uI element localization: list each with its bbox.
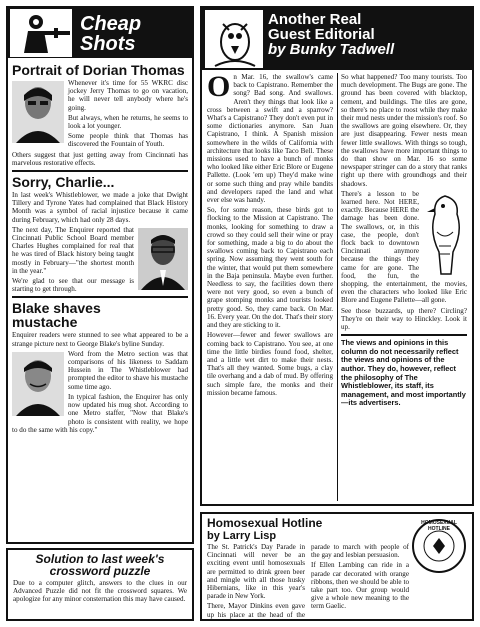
hotline-headline: Homosexual Hotline xyxy=(207,516,323,530)
buzzard-cartoon xyxy=(423,192,467,276)
cheap-shots-banner xyxy=(8,8,192,58)
solution-headline-line1: Solution to last week's xyxy=(35,552,165,566)
solution-body: Due to a computer glitch, answers to the clues in our Advanced Puzzle did not fit the crossword squares. We apologize for any minor consternation this may have caused. xyxy=(13,579,187,604)
charles-hughes-photo xyxy=(138,228,188,290)
blake-p2: Word from the Metro section was that comparisons of his likeness to Saddam Hussein in The Whistleblower had prompted the editor to shave his mustache some time ago. xyxy=(68,349,188,391)
solution-box xyxy=(6,548,194,621)
sorry-p2: The next day, The Enquirer reported that Cincinnati Public School Board member Charles Hughes complained for real that he was tired of Black history being taught mostly in February—"the shortest month in the year." xyxy=(12,225,134,275)
editorial-p3: However—fewer and fewer swallows are coming back to Capistrano. You see, at one time the little birdies found food, shelter, and a little wet dirt to make their nests. That's all they wanted. Some bugs, a clay tile overhang and a dab of mud. By offering such simple fare, the monks and their mission became famous. xyxy=(207,331,333,397)
cheap-shots-title xyxy=(80,14,141,54)
hotline-p2: There, Mayor Dinkins even gave up his place at the head of the parade to march with people of the gay and lesbian persuasion. xyxy=(207,543,409,619)
blake-headline xyxy=(12,301,188,329)
editorial-kicker-line2: Guest Editorial xyxy=(268,26,375,43)
george-blake-photo xyxy=(12,352,64,416)
jerry-thomas-photo xyxy=(12,81,64,143)
sorry-p3: We're glad to see that our message is starting to get through. xyxy=(12,277,134,294)
editorial-p6: See those buzzards, up there? Circling? They're on their way to Hinckley. Look it up. xyxy=(341,306,467,332)
solution-headline xyxy=(13,553,187,577)
editorial-p2: So, for some reason, these birds got to flocking to the Mission at Capistrano. The monks, looking for something to draw a crowd so they could sell their wine or pray for something, made a big to do about the swallows coming back to Capistrano each spring. Now assuming they went south for the winter, that would put them somewhere in the Baja peninsula. Maybe even further. Needless to say, the facilities down there were not very good, so even a bunch of grape stomping monks and tourists looked pretty good. So, they came back. On Mar. 16. Every year. On the dot. That's their story and they are sticking to it. xyxy=(207,206,333,330)
divider xyxy=(12,296,188,298)
editorial-banner xyxy=(202,8,472,70)
editorial-body xyxy=(202,70,472,504)
portrait-headline: Portrait of Dorian Thomas xyxy=(12,62,185,78)
hotline-p3: If Ellen Lambing can ride in a parade car decorated with orange ribbons, then we should be able to take part too. Our group would give a whole new meaning to the term Gaelic. xyxy=(311,561,409,611)
editorial-p4: So what happened? Too many tourists. Too much development. The Bugs are gone. The ground has been covered with blacktop, cement, and buildings. The tiles are gone, so there's no place to roost while they make their mud nests under the mission's roof. So the swallows are going elsewhere. Or, they are just disappearing. Fewer nests mean fewer little swallows. With things so tough, the swallows have more important things to do than show on Mar. 16 so some newspaper stringer can do a story that ranks right up there with groundhogs and their shadows. xyxy=(341,73,467,188)
portrait-p2: But always, when he returns, he seems to look a lot younger. xyxy=(68,113,188,131)
divider xyxy=(12,170,188,172)
cheap-shots-title-line2: Shots xyxy=(80,33,136,55)
editorial-p5: There's a lesson to be learned here. Not HERE, exactly. Because HERE the damage has been done. The swallows, or, in this case, the people, don't flock back to downtown Cincinnati anymore because the things they came for are gone. The food, the fun, the shopping, the entertainment, the movies, even the characters who looked like Eric Blore and Eugene Pallette—all gone. xyxy=(341,189,467,305)
hotline-body xyxy=(207,543,409,619)
sorry-headline: Sorry, Charlie... xyxy=(12,174,115,191)
portrait-p3: Some people think that Thomas has discovered the Fountain of Youth. xyxy=(68,132,188,149)
hotline-box xyxy=(200,512,474,621)
cheap-shots-body xyxy=(8,58,192,438)
blake-headline-line2: mustache xyxy=(12,314,78,331)
cheap-shots-box xyxy=(6,6,194,544)
hotline-byline: by Larry Lisp xyxy=(207,530,277,542)
editorial-box xyxy=(200,6,474,506)
right-column xyxy=(200,6,474,621)
bird-cartoon-icon xyxy=(205,10,263,68)
editorial-disclaimer: The views and opinions in this column do not necessarily reflect the views and opinions of the author. They do, however, reflect the philosophy of The Whistleblower, its staff, its management, and most importantly—its advertisers. xyxy=(341,338,466,408)
editorial-p1: n Mar. 16, the swallow's came back to Capistrano. Remember the song? Bad song. And swallows. Aren't they things that look like a cross between a swift and a sparrow? What's a Capistrano? They don't even put in some dictionaries anymore. San Juan Capistrano, I think. A Spanish mission somewhere in the wilds of California with architecture that looks like Taco Bell. These missions used to have a bunch of monks who looked like either Eric Blore or Eugene Pallette. (Look 'em up) They'd make wine or some such thing and pray while bandits and developers raped the land and what ever else was handy. xyxy=(207,73,333,205)
portrait-p4: Others suggest that just getting away from Cincinnati has marvelous restorative effects. xyxy=(12,150,188,167)
blake-p3: In typical fashion, the Enquirer has only now updated his mug shot. According to one Metro staffer, "Now that Blake's photo is consistent with reality, we hope to do the same with his copy." xyxy=(12,392,188,434)
editorial-byline: by Bunky Tadwell xyxy=(268,41,395,58)
editorial-kicker-line1: Another Real xyxy=(268,11,362,28)
blake-headline-line1: Blake shaves xyxy=(12,300,101,317)
sorry-p1: In last week's Whistleblower, we made a joke that Dwight Tillery and Tyrone Yates had complained that Black History Month was a symbol of racial injustice because it came during February, which had only 28 days. xyxy=(12,191,188,224)
cheap-shots-title-line1: Cheap xyxy=(80,13,142,35)
shooter-icon xyxy=(10,9,72,57)
editorial-title xyxy=(268,12,394,57)
hotline-p1: The St. Patrick's Day Parade in Cincinnati will never be an exciting event until homosexuals are permitted to drink green beer and mingle with all those husky Hibernians, like in this year's parade in New York. xyxy=(207,543,305,601)
portrait-p1: Whenever it's time for 55 WKRC disc jockey Jerry Thomas to go on vacation, he will never tell anybody where he's going. xyxy=(68,79,188,112)
divider xyxy=(341,334,467,336)
drop-cap: O xyxy=(207,70,231,103)
left-column xyxy=(6,6,194,621)
solution-headline-line2: crossword puzzle xyxy=(49,564,151,578)
hotline-seal xyxy=(411,518,467,574)
seal-text: HOMOSEXUAL HOTLINE xyxy=(421,520,457,532)
blake-p1: Enquirer readers were stunned to see what appeared to be a strange picture next to George Blake's byline Sunday. xyxy=(12,331,188,348)
